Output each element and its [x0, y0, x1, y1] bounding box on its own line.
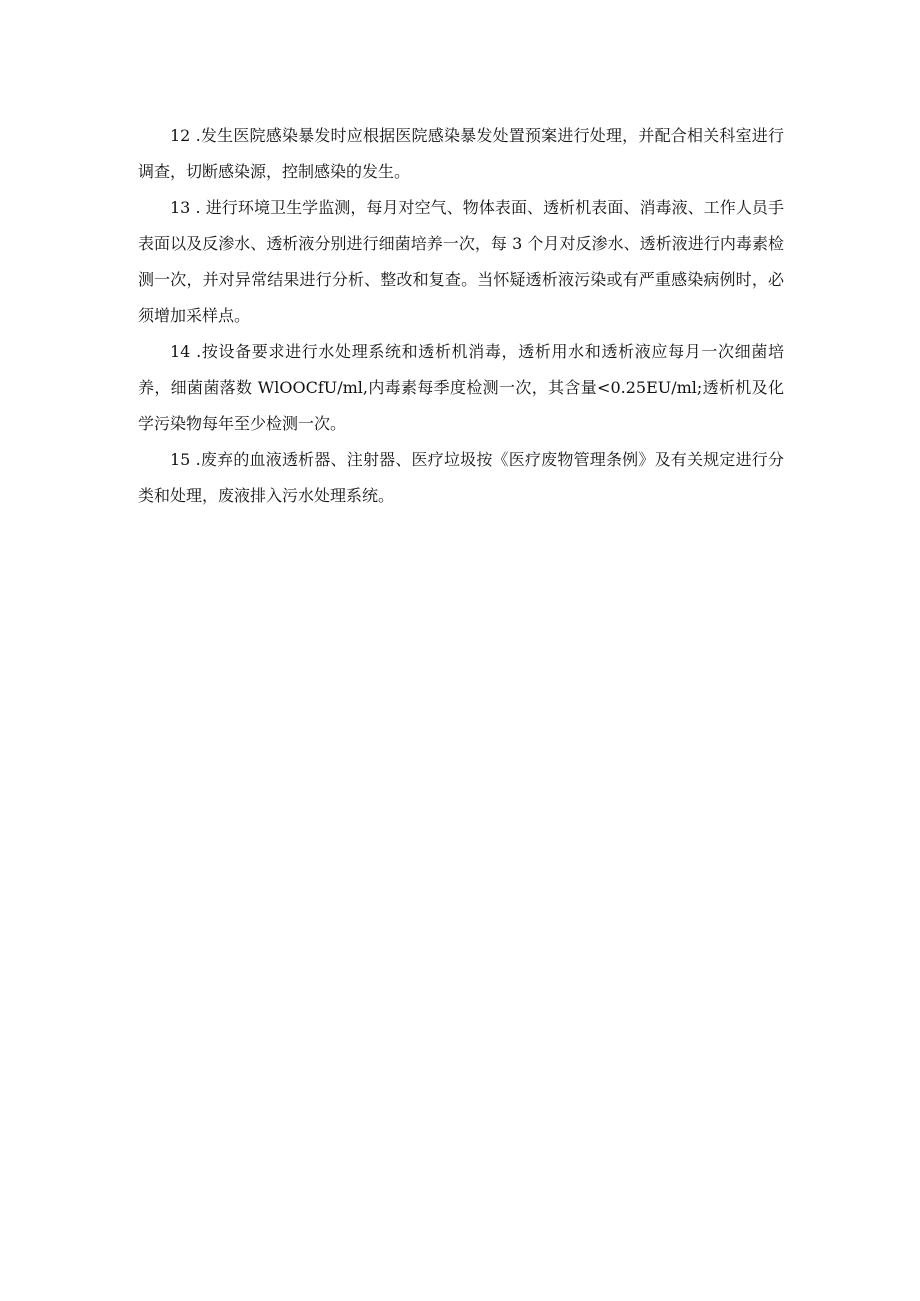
paragraph-12: 12 .发生医院感染暴发时应根据医院感染暴发处置预案进行处理，并配合相关科室进行调查，切断感染源，控制感染的发生。 — [138, 126, 784, 181]
paragraph-15: 15 .废弃的血液透析器、注射器、医疗垃圾按《医疗废物管理条例》及有关规定进行分类和处理，废液排入污水处理系统。 — [138, 450, 784, 505]
document-body — [138, 118, 784, 514]
paragraph-14: 14 .按设备要求进行水处理系统和透析机消毒，透析用水和透析液应每月一次细菌培养，细菌菌落数 WlOOCfU/ml,内毒素每季度检测一次，其含量<0.25EU/ml;透析机及化学污染物每年至少检测一次。 — [138, 342, 784, 433]
paragraph-13: 13 . 进行环境卫生学监测，每月对空气、物体表面、透析机表面、消毒液、工作人员手表面以及反渗水、透析液分别进行细菌培养一次，每 3 个月对反渗水、透析液进行内毒素检测一次，并对异常结果进行分析、整改和复查。当怀疑透析液污染或有严重感染病例时，必须增加采样点。 — [138, 198, 784, 325]
